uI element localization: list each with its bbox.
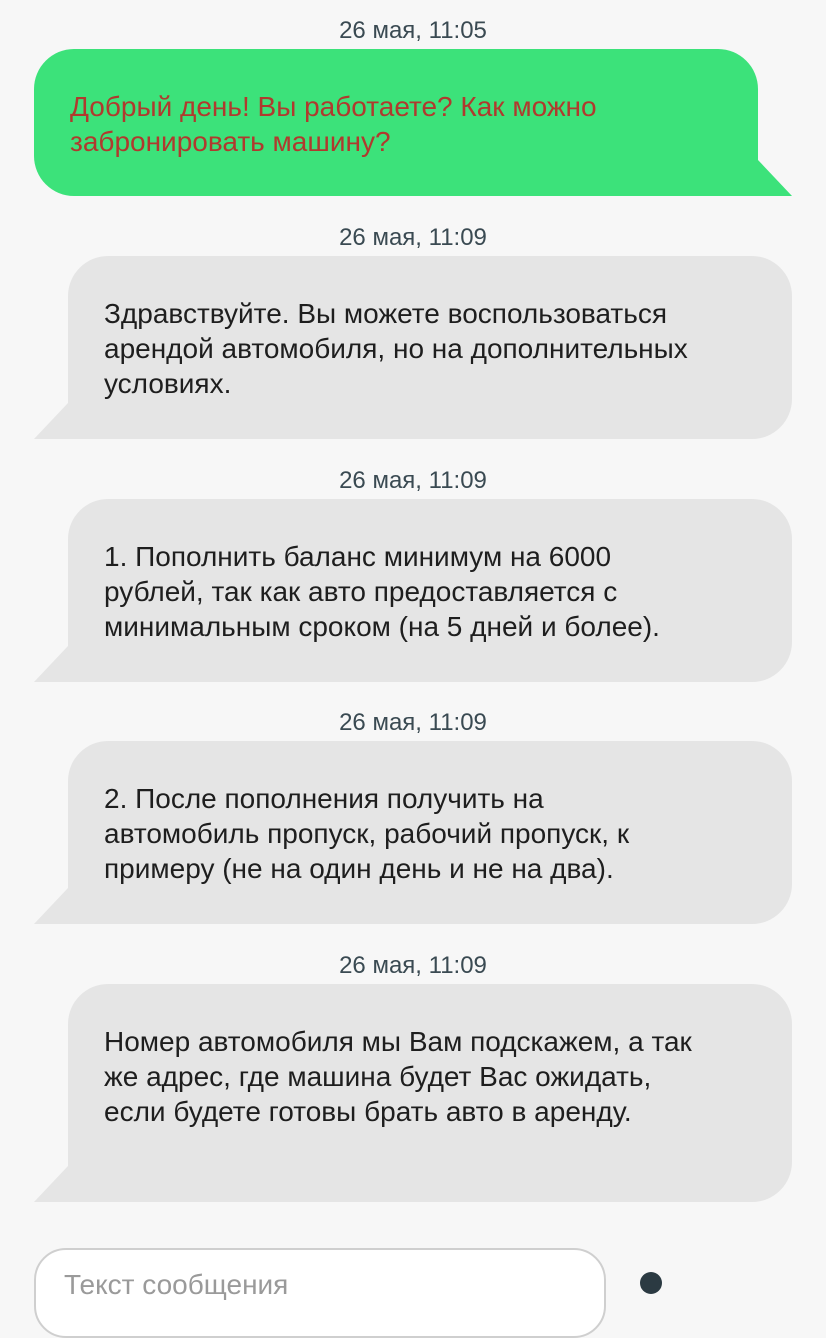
message-timestamp: 26 мая, 11:09 [339,467,487,494]
received-message-bubble[interactable] [68,984,792,1202]
message-timestamp: 26 мая, 11:05 [339,17,487,44]
message-line: арендой автомобиля, но на дополнительных [104,333,688,364]
message-line: 1. Пополнить баланс минимум на 6000 [104,541,612,572]
message-line: Добрый день! Вы работаете? Как можно [70,91,597,122]
message-timestamp: 26 мая, 11:09 [339,709,487,736]
message-line: забронировать машину? [70,126,391,157]
message-line: автомобиль пропуск, рабочий пропуск, к [104,818,630,849]
message-line: 2. После пополнения получить на [104,783,544,814]
message-line: минимальным сроком (на 5 дней и более). [104,611,660,642]
received-message-bubble[interactable] [68,499,792,682]
message-line: Номер автомобиля мы Вам подскажем, а так [104,1026,692,1057]
message-line: Здравствуйте. Вы можете воспользоваться [104,298,668,329]
message-line: примеру (не на один день и не на два). [104,853,614,884]
message-line: условиях. [104,368,232,399]
message-timestamp: 26 мая, 11:09 [339,224,487,251]
received-message-bubble[interactable] [68,256,792,439]
message-composer [34,1248,606,1338]
message-line: рублей, так как авто предоставляется с [104,576,618,607]
sent-message-bubble[interactable] [34,49,758,196]
message-line: же адрес, где машина будет Вас ожидать, [104,1061,652,1092]
message-line: если будете готовы брать авто в аренду. [104,1096,632,1127]
send-icon[interactable] [640,1272,662,1294]
received-message-bubble[interactable] [68,741,792,924]
message-timestamp: 26 мая, 11:09 [339,952,487,979]
message-input[interactable] [62,1264,566,1306]
